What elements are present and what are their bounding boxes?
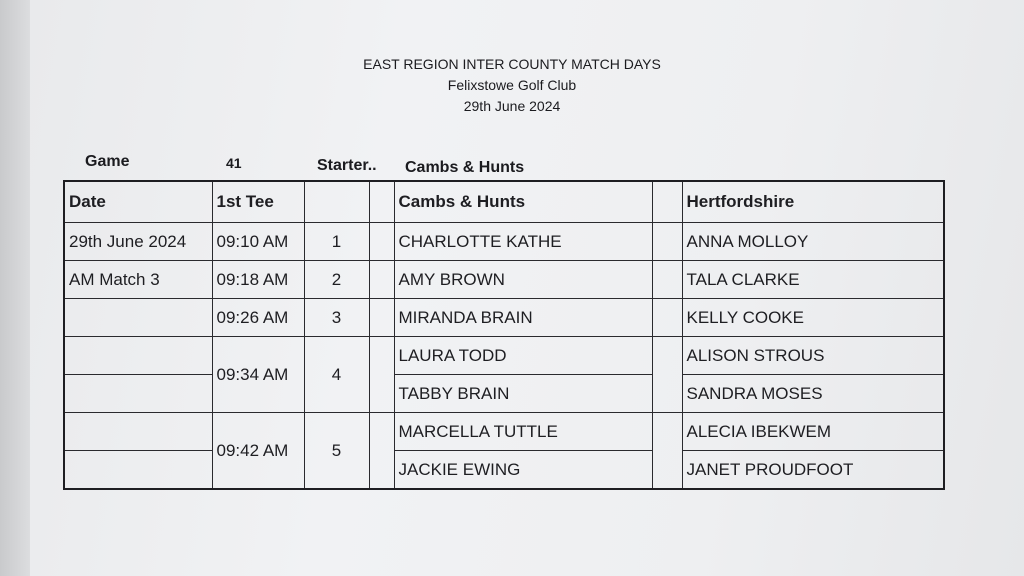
col-spacer (652, 413, 682, 490)
tee-time: 09:34 AM (212, 337, 304, 413)
team2-player: JANET PROUDFOOT (682, 451, 944, 490)
venue: Felixstowe Golf Club (447, 77, 577, 93)
table-row (64, 375, 944, 413)
event-date: 29th June 2024 (463, 98, 561, 114)
date-cell (64, 413, 212, 451)
tee-time: 09:26 AM (212, 299, 304, 337)
col-spacer (369, 337, 394, 413)
team2-player: TALA CLARKE (682, 261, 944, 299)
match-schedule-table (63, 180, 945, 490)
col-spacer (652, 181, 682, 223)
col-header-team1: Cambs & Hunts (394, 181, 652, 223)
tee-time: 09:42 AM (212, 413, 304, 490)
team1-player: JACKIE EWING (394, 451, 652, 490)
team2-player: ALISON STROUS (682, 337, 944, 375)
team1-player: MARCELLA TUTTLE (394, 413, 652, 451)
match-number: 4 (304, 337, 369, 413)
team2-player: SANDRA MOSES (682, 375, 944, 413)
table-row (64, 451, 944, 490)
team1-player: AMY BROWN (394, 261, 652, 299)
team1-player: LAURA TODD (394, 337, 652, 375)
team2-player: ALECIA IBEKWEM (682, 413, 944, 451)
match-number: 1 (304, 223, 369, 261)
game-label: Game (85, 153, 130, 170)
tee-time: 09:10 AM (212, 223, 304, 261)
table-row (64, 261, 944, 299)
date-cell (64, 337, 212, 375)
starter-label: Starter.. (317, 157, 377, 174)
game-number: 41 (226, 155, 242, 171)
team1-player: CHARLOTTE KATHE (394, 223, 652, 261)
date-cell (64, 299, 212, 337)
team2-player: KELLY COOKE (682, 299, 944, 337)
table-row (64, 337, 944, 375)
match-number: 5 (304, 413, 369, 490)
table-row (64, 299, 944, 337)
col-header-tee: 1st Tee (212, 181, 304, 223)
tee-time: 09:18 AM (212, 261, 304, 299)
col-spacer (652, 299, 682, 337)
col-spacer (369, 261, 394, 299)
table-header-row (64, 181, 944, 223)
date-cell: AM Match 3 (64, 261, 212, 299)
col-spacer (369, 413, 394, 490)
match-number: 3 (304, 299, 369, 337)
date-cell: 29th June 2024 (64, 223, 212, 261)
date-cell (64, 451, 212, 490)
table-row (64, 413, 944, 451)
col-spacer (652, 223, 682, 261)
event-title: EAST REGION INTER COUNTY MATCH DAYS (363, 56, 661, 72)
date-cell (64, 375, 212, 413)
col-header-team2: Hertfordshire (682, 181, 944, 223)
col-header-number (304, 181, 369, 223)
col-header-date: Date (64, 181, 212, 223)
col-spacer (652, 337, 682, 413)
team1-player: MIRANDA BRAIN (394, 299, 652, 337)
starter-value: Cambs & Hunts (405, 159, 525, 176)
col-spacer (369, 299, 394, 337)
col-spacer (369, 223, 394, 261)
team1-player: TABBY BRAIN (394, 375, 652, 413)
match-number: 2 (304, 261, 369, 299)
team2-player: ANNA MOLLOY (682, 223, 944, 261)
col-spacer (652, 261, 682, 299)
table-row (64, 223, 944, 261)
col-spacer (369, 181, 394, 223)
